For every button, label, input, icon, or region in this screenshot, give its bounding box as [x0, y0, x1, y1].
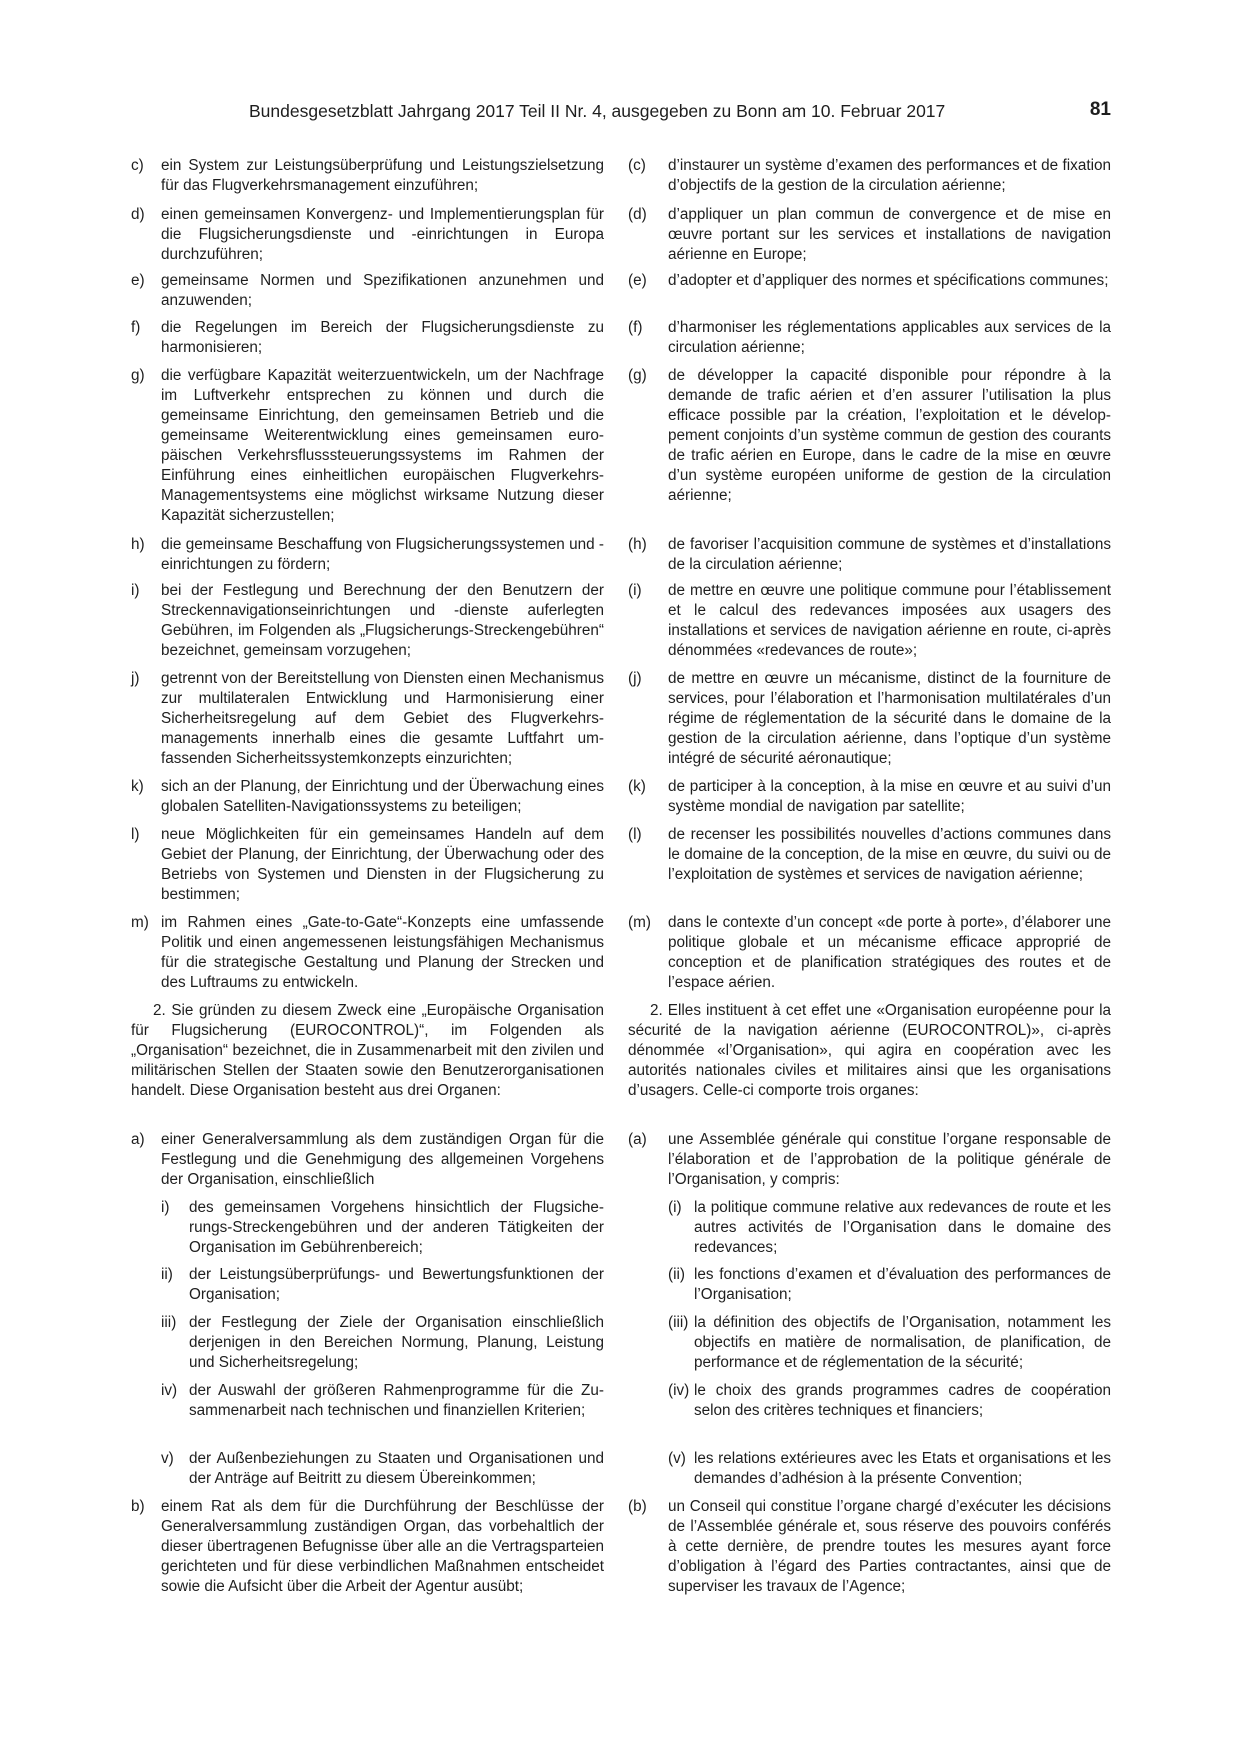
sub-item-text: les relations extérieures avec les Etats et organisations et les demandes d’adhésion à la présente Convention;: [694, 1450, 1111, 1487]
item-marker: h): [131, 536, 145, 553]
item-marker: g): [131, 367, 145, 384]
item-text: d’harmoniser les réglementations applicables aux services de la circulation aérienne;: [668, 319, 1111, 356]
item-text: gemeinsame Normen und Spezifikationen anzunehmen und anzuwenden;: [161, 272, 604, 309]
item-text: neue Möglichkeiten für ein gemeinsames Handeln auf dem Gebiet der Planung, der Einrichtung, der Überwachung oder des Betriebs von Systemen und Diensten in der Flugsicherung zu bestimmen;: [161, 826, 604, 903]
sub-item-marker: v): [161, 1450, 174, 1467]
list-item-b: [131, 1497, 604, 1597]
list-item-k: [131, 777, 604, 817]
list-item-e: [628, 271, 1111, 291]
list-item-a: [131, 1130, 604, 1190]
sub-item-i: [131, 1198, 604, 1258]
item-text: einen gemeinsamen Konvergenz- und Implementierungsplan für die Flugsicherungsdienste und -einrichtungen in Europa durchzuführen;: [161, 206, 604, 263]
sub-item-marker: ii): [161, 1266, 173, 1283]
item-text: die gemeinsame Beschaffung von Flugsicherungssystemen und -einrichtungen zu fördern;: [161, 536, 604, 573]
list-item-d: [628, 205, 1111, 265]
list-item-e: [131, 271, 604, 311]
sub-item-i: [628, 1198, 1111, 1258]
paragraph-2: 2. Sie gründen zu diesem Zweck eine „Europäische Organisation für Flugsicherung (EUROCONTROL)“, im Folgenden als „Organisation“ bezeichnet, die in Zusammenarbeit mit den zivilen und militärischen Stellen der Staaten sowie den Benutzerorganisationen handelt. Diese Organisation besteht aus drei Organen:: [131, 1002, 604, 1099]
sub-item-v: [628, 1449, 1111, 1489]
sub-item-text: der Festlegung der Ziele der Organisation einschließlich derjenigen in den Bereichen Normung, Planung, Leistung und Sicherheitsregelung;: [189, 1314, 604, 1371]
item-text: un Conseil qui constitue l’organe chargé d’exécuter les décisions de l’Assemblée générale et, sous réserve des pouvoirs conférés à cette dernière, de prendre toutes les mesures ayant force d’obligation à l’égard des Parties contractantes, ainsi que de superviser les travaux de l’Agence;: [668, 1498, 1111, 1595]
list-item-l: [628, 825, 1111, 885]
item-text: im Rahmen eines „Gate-to-Gate“-Konzepts eine umfassende Politik und einen angemessenen leistungsfähigen Mechanismus für die strategische Gestaltung und Planung der Strecken und des Luftraums zu entwickeln.: [161, 914, 604, 991]
sub-item-iii: [628, 1313, 1111, 1373]
item-marker: (l): [628, 826, 642, 843]
sub-item-text: la politique commune relative aux redevances de route et les autres activités de l’Organisation dans le domaine des redevances;: [694, 1199, 1111, 1256]
item-text: die verfügbare Kapazität weiterzuentwickeln, um der Nachfrage im Luftverkehr entsprechen zu können und durch die gemeinsame Einrichtung, den gemeinsamen Betrieb und die gemeinsame Weiterentwicklung eines gemeinsamen europäischen Verkehrsflusssteuerungssystems im Rahmen der Einführung eines einheitlichen europäischen Flugverkehrs-Managementsystems eine möglichst wirksame Nutzung dieser Kapazität sicherzustellen;: [161, 367, 604, 524]
sub-item-v: [131, 1449, 604, 1489]
page-number: 81: [1089, 99, 1111, 120]
item-text: d’appliquer un plan commun de convergence et de mise en œuvre portant sur les services et installations de navigation aérienne en Europe;: [668, 206, 1111, 263]
item-text: getrennt von der Bereitstellung von Diensten einen Mechanismus zur multilateralen Entwicklung und Harmonisierung einer Sicherheitsregelung auf dem Gebiet des Flugverkehrsmanagements innerhalb eines die gesamte Luftfahrt umfassenden Sicherheitssystemkonzepts einzurichten;: [161, 670, 604, 767]
list-item-f: [628, 318, 1111, 358]
item-marker: (k): [628, 778, 646, 795]
list-item-b: [628, 1497, 1111, 1597]
sub-item-text: des gemeinsamen Vorgehens hinsichtlich der Flugsicherungs-Streckengebühren und der anderen Tätigkeiten der Organisation im Gebührenbereich;: [189, 1199, 604, 1256]
list-item-m: [628, 913, 1111, 993]
item-marker: d): [131, 206, 145, 223]
item-marker: (c): [628, 157, 646, 174]
item-marker: (i): [628, 582, 642, 599]
item-marker: (b): [628, 1498, 647, 1515]
list-item-h: [131, 535, 604, 575]
list-item-g: [131, 366, 604, 526]
sub-item-text: der Leistungsüberprüfungs- und Bewertungsfunktionen der Organisation;: [189, 1266, 604, 1303]
list-item-c: [628, 156, 1111, 196]
paragraph-2: 2. Elles instituent à cet effet une «Organisation européenne pour la sécurité de la navigation aérienne (EUROCONTROL)», ci-après dénommée «l’Organisation», qui agira en coopération avec les autorités nationales civiles et militaires ainsi que les organisations d’usagers. Celle-ci comporte trois organes:: [628, 1002, 1111, 1099]
running-header: Bundesgesetzblatt Jahrgang 2017 Teil II Nr. 4, ausgegeben zu Bonn am 10. Februar 2017: [249, 101, 946, 121]
list-item-m: [131, 913, 604, 993]
item-marker: c): [131, 157, 144, 174]
sub-item-iv: [628, 1381, 1111, 1421]
sub-item-marker: (v): [668, 1450, 686, 1467]
sub-item-text: le choix des grands programmes cadres de coopération selon des critères techniques et financiers;: [694, 1382, 1111, 1419]
item-text: une Assemblée générale qui constitue l’organe responsable de l’élaboration et de l’approbation de la politique générale de l’Organisation, y compris:: [668, 1131, 1111, 1188]
item-text: d’instaurer un système d’examen des performances et de fixation d’objectifs de la gestion de la circulation aérienne;: [668, 157, 1111, 194]
sub-item-iv: [131, 1381, 604, 1421]
item-text: de mettre en œuvre un mécanisme, distinct de la fourniture de services, pour l’élaboration et l’harmonisation multilatérales d’un régime de réglementation de la sécurité dans le domaine de la gestion de la circulation aérienne, dans l’optique d’un système intégré de sécurité aéronautique;: [668, 670, 1111, 767]
item-marker: (g): [628, 367, 647, 384]
item-marker: (m): [628, 914, 651, 931]
page-header: [131, 98, 1111, 128]
list-item-g: [628, 366, 1111, 506]
sub-item-marker: (iii): [668, 1314, 689, 1331]
list-item-c: [131, 156, 604, 196]
sub-item-marker: i): [161, 1199, 170, 1216]
item-marker: k): [131, 778, 144, 795]
sub-item-marker: (i): [668, 1199, 682, 1216]
sub-item-ii: [628, 1265, 1111, 1305]
list-item-j: [628, 669, 1111, 769]
item-text: einem Rat als dem für die Durchführung der Beschlüsse der Generalversammlung zuständigen Organ, das vorbehaltlich der dieser übertragenen Befugnisse über alle an die Vertragsparteien gerichteten und für diese verbindlichen Maßnahmen entscheidet sowie die Aufsicht über die Arbeit der Agentur ausübt;: [161, 1498, 604, 1595]
item-text: de mettre en œuvre une politique commune pour l’établissement et le calcul des redevances imposées aux usagers des installations et services de navigation aérienne en route, ci-après dénommées «redevances de route»;: [668, 582, 1111, 659]
item-text: d’adopter et d’appliquer des normes et spécifications communes;: [668, 272, 1109, 289]
sub-item-ii: [131, 1265, 604, 1305]
list-item-i: [131, 581, 604, 661]
item-text: de favoriser l’acquisition commune de systèmes et d’installations de la circulation aérienne;: [668, 536, 1111, 573]
list-item-d: [131, 205, 604, 265]
sub-item-text: der Außenbeziehungen zu Staaten und Organisationen und der Anträge auf Beitritt zu diesem Übereinkommen;: [189, 1450, 604, 1487]
sub-item-marker: iii): [161, 1314, 177, 1331]
item-marker: (f): [628, 319, 643, 336]
sub-item-marker: (ii): [668, 1266, 685, 1283]
item-marker: e): [131, 272, 145, 289]
list-item-f: [131, 318, 604, 358]
item-marker: j): [131, 670, 140, 687]
item-marker: l): [131, 826, 140, 843]
item-marker: (a): [628, 1131, 647, 1148]
item-text: ein System zur Leistungsüberprüfung und Leistungszielsetzung für das Flugverkehrsmanagement einzuführen;: [161, 157, 604, 194]
item-text: dans le contexte d’un concept «de porte à porte», d’élaborer une politique globale et un mécanisme efficace approprié de conception et de planification stratégiques des routes et de l’espace aérien.: [668, 914, 1111, 991]
list-item-l: [131, 825, 604, 905]
item-marker: f): [131, 319, 141, 336]
sub-item-marker: (iv): [668, 1382, 690, 1399]
sub-item-text: les fonctions d’examen et d’évaluation des performances de l’Organisation;: [694, 1266, 1111, 1303]
item-marker: (j): [628, 670, 642, 687]
sub-item-text: la définition des objectifs de l’Organisation, notamment les objectifs en matière de normalisation, de planification, de performance et de réglementation de la sécurité;: [694, 1314, 1111, 1371]
item-text: bei der Festlegung und Berechnung der den Benutzern der Streckennavigationseinrichtungen und -dienste auferlegten Gebühren, im Folgenden als „Flugsicherungs-Streckengebühren“ bezeichnet, gemeinsam vorzugehen;: [161, 582, 604, 659]
item-marker: (d): [628, 206, 647, 223]
list-item-j: [131, 669, 604, 769]
item-text: sich an der Planung, der Einrichtung und der Überwachung eines globalen Satelliten-Navigationssystems zu beteiligen;: [161, 778, 604, 815]
item-marker: (e): [628, 272, 647, 289]
item-text: de développer la capacité disponible pour répondre à la demande de trafic aérien et d’en assurer l’utilisation la plus efficace possible par la création, l’exploitation et le développement conjoints d’un système commun de gestion des courants de trafic aérien en Europe, dans le cadre de la mise en œuvre d’un système européen uniforme de gestion de la circulation aérienne;: [668, 367, 1111, 504]
item-marker: m): [131, 914, 149, 931]
item-text: die Regelungen im Bereich der Flugsicherungsdienste zu harmonisieren;: [161, 319, 604, 356]
item-marker: b): [131, 1498, 145, 1515]
item-marker: a): [131, 1131, 145, 1148]
sub-item-iii: [131, 1313, 604, 1373]
item-text: de participer à la conception, à la mise en œuvre et au suivi d’un système mondial de navigation par satellite;: [668, 778, 1111, 815]
item-marker: i): [131, 582, 140, 599]
sub-item-text: der Auswahl der größeren Rahmenprogramme für die Zusammenarbeit nach technischen und finanziellen Kriterien;: [189, 1382, 604, 1419]
list-item-k: [628, 777, 1111, 817]
item-text: de recenser les possibilités nouvelles d’actions communes dans le domaine de la conception, de la mise en œuvre, du suivi ou de l’exploitation de systèmes et services de navigation aérienne;: [668, 826, 1111, 883]
sub-item-marker: iv): [161, 1382, 178, 1399]
item-marker: (h): [628, 536, 647, 553]
list-item-h: [628, 535, 1111, 575]
list-item-a: [628, 1130, 1111, 1190]
list-item-i: [628, 581, 1111, 661]
item-text: einer Generalversammlung als dem zuständigen Organ für die Festlegung und die Genehmigung des allgemeinen Vorgehens der Organisation, einschließlich: [161, 1131, 604, 1188]
